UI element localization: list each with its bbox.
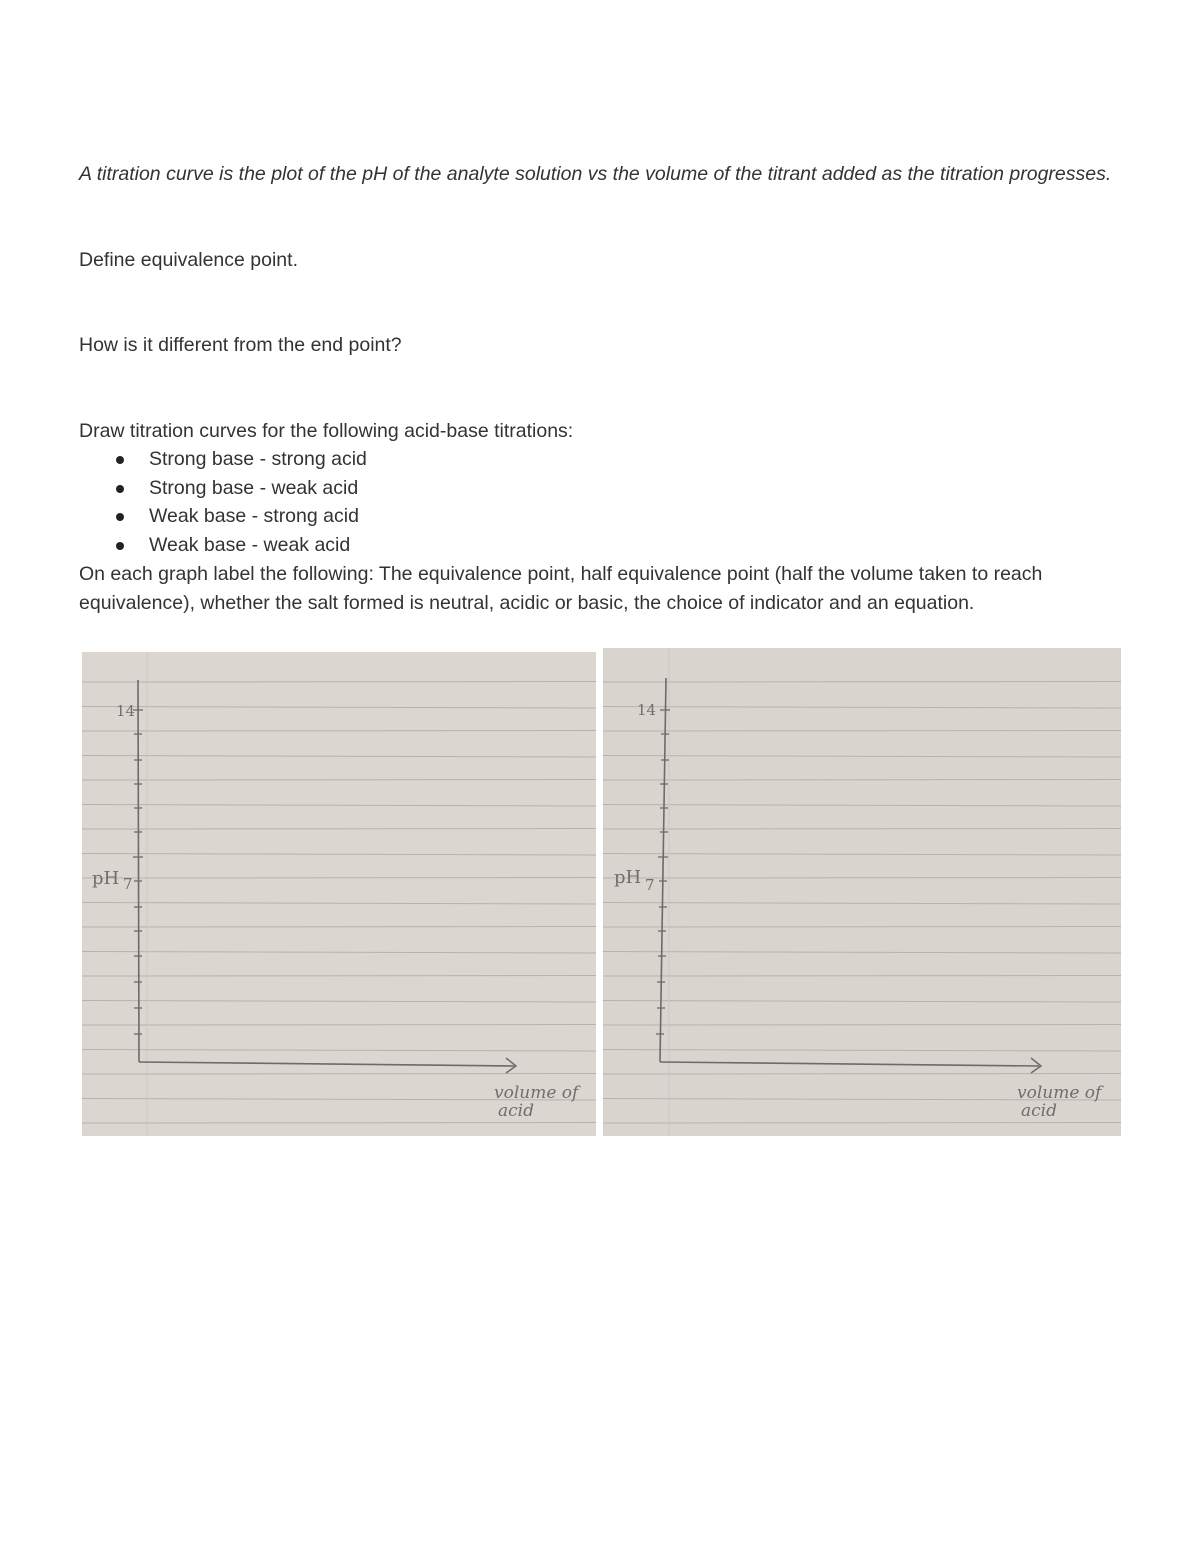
y-tick-label-7: 7: [123, 875, 133, 893]
ruled-line: [82, 976, 596, 977]
ruled-line: [82, 927, 596, 928]
y-axis: [138, 680, 139, 1062]
bullet-icon: [116, 542, 124, 550]
ruled-line: [82, 1123, 596, 1124]
ruled-line: [82, 780, 596, 781]
ruled-line: [603, 780, 1121, 781]
y-tick-label-7: 7: [645, 876, 655, 894]
question-equivalence-point: Define equivalence point.: [79, 249, 298, 271]
ruled-line: [603, 731, 1121, 732]
y-axis-label: pH: [614, 867, 642, 888]
list-item: [79, 531, 367, 560]
labeling-instructions: On each graph label the following: The equivalence point, half equivalence point (half the volume taken to reach equivalence), whether the salt formed is neutral, acidic or basic, the choice of indicator and an equation.: [79, 563, 1043, 614]
y-tick-label-14: 14: [637, 701, 657, 719]
list-item: [79, 502, 367, 531]
bullet-icon: [116, 485, 124, 493]
ruled-line: [82, 1074, 596, 1075]
titration-label: Strong base - weak acid: [149, 476, 359, 499]
intro-text: A titration curve is the plot of the pH of the analyte solution vs the volume of the titrant added as the titration progresses.: [79, 163, 1112, 185]
ruled-line: [603, 878, 1121, 879]
list-item: [79, 474, 367, 503]
ruled-line: [82, 1025, 596, 1026]
ruled-line: [82, 682, 596, 683]
ruled-line: [603, 682, 1121, 683]
blank-titration-graph-right: [603, 648, 1121, 1136]
titration-list: [79, 445, 367, 559]
ruled-line: [603, 976, 1121, 977]
question-end-point: How is it different from the end point?: [79, 334, 402, 356]
y-axis-label: pH: [92, 868, 120, 889]
bullet-icon: [116, 513, 124, 521]
x-axis-label-line1: volume of: [1017, 1083, 1102, 1103]
ruled-line: [603, 1025, 1121, 1026]
x-axis-label-line1: volume of: [494, 1083, 579, 1103]
titration-label: Weak base - weak acid: [149, 533, 351, 556]
ruled-line: [82, 878, 596, 879]
graph-paper-right: [603, 648, 1121, 1136]
ruled-line: [603, 927, 1121, 928]
question-draw-curves: Draw titration curves for the following acid-base titrations:: [79, 420, 574, 442]
ruled-line: [603, 1123, 1121, 1124]
ruled-line: [82, 829, 596, 830]
ruled-line: [82, 731, 596, 732]
bullet-icon: [116, 456, 124, 464]
titration-label: Strong base - strong acid: [149, 448, 367, 470]
titration-label: Weak base - strong acid: [149, 505, 359, 528]
graph-paper-left: [82, 652, 596, 1136]
list-item: [79, 445, 367, 474]
blank-titration-graph-left: [82, 652, 596, 1136]
x-axis-label-line2: acid: [498, 1101, 534, 1121]
x-axis-label-line2: acid: [1021, 1101, 1057, 1121]
ruled-line: [603, 1074, 1121, 1075]
y-tick-label-14: 14: [116, 702, 136, 720]
ruled-line: [603, 829, 1121, 830]
